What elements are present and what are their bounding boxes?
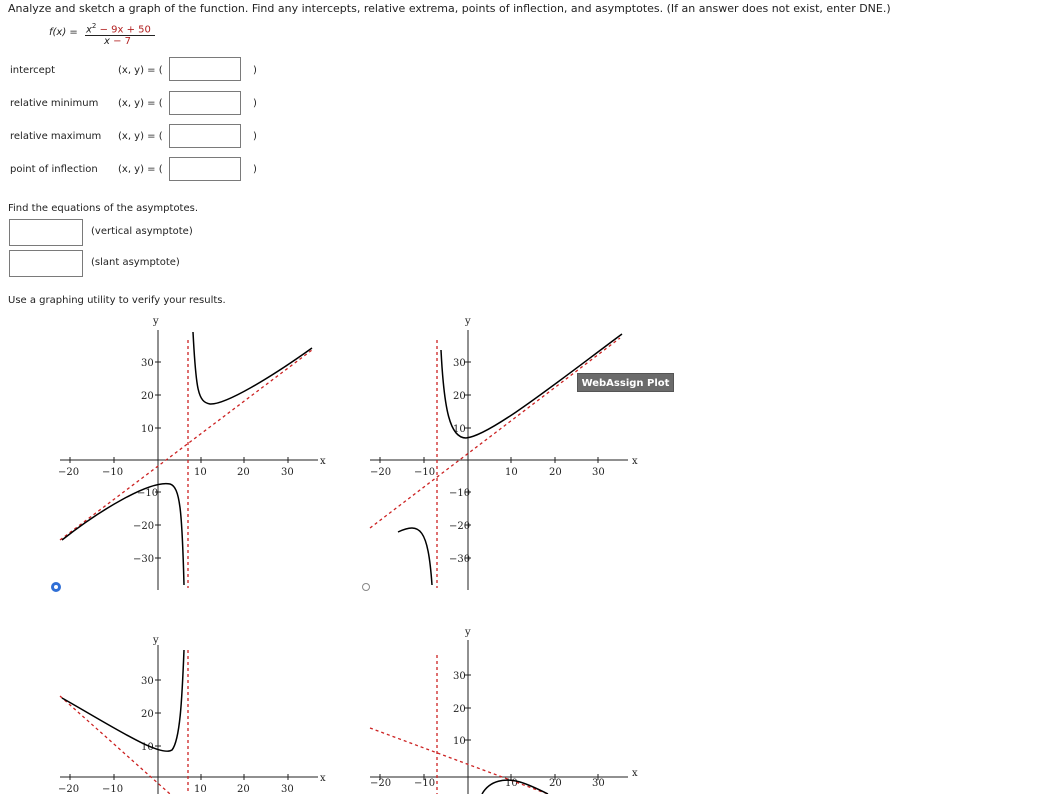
graph-d-xtick: −20 <box>370 778 392 789</box>
intercept-label: intercept <box>10 65 55 76</box>
graph-b-ytick: 30 <box>453 358 466 369</box>
graph-b-ytick: 20 <box>453 391 466 402</box>
graph-c-xtick: −10 <box>102 784 124 794</box>
function-denominator <box>104 36 131 47</box>
graph-c-xtick: −20 <box>58 784 80 794</box>
graph-a-xtick: 20 <box>237 467 250 478</box>
intercept-input[interactable] <box>169 57 241 81</box>
graph-c-xtick: 10 <box>194 784 207 794</box>
graph-b[interactable] <box>370 316 638 590</box>
graph-a-radio[interactable] <box>53 584 60 591</box>
relative-maximum-close-paren: ) <box>253 131 257 142</box>
slant-asymptote-label: (slant asymptote) <box>91 257 180 268</box>
graph-c-y-label: y <box>153 635 159 646</box>
graph-c-ytick: 20 <box>141 709 154 720</box>
graph-a-xtick: −10 <box>102 467 124 478</box>
slant-asymptote-input[interactable] <box>9 250 83 277</box>
numerator-lead: x <box>86 24 92 36</box>
relative-maximum-input[interactable] <box>169 124 241 148</box>
graph-c-ytick: 10 <box>141 742 154 753</box>
graph-d[interactable] <box>370 627 638 794</box>
graph-b-xtick: 30 <box>592 467 605 478</box>
graph-b-radio[interactable] <box>363 584 370 591</box>
numerator-rest: − 9x + 50 <box>96 24 151 36</box>
point-of-inflection-label: point of inflection <box>10 164 98 175</box>
graph-d-xtick: 20 <box>549 778 562 789</box>
relative-maximum-xy-label: (x, y) = ( <box>118 131 163 142</box>
graph-a-xtick: −20 <box>58 467 80 478</box>
graph-b-xtick: −10 <box>414 467 436 478</box>
graph-b-y-label: y <box>465 316 471 327</box>
graph-a-right-branch <box>193 332 312 404</box>
graph-d-ticks <box>380 675 598 780</box>
denominator-var: x <box>104 36 110 47</box>
graph-a-ytick: −10 <box>137 488 159 499</box>
relative-minimum-xy-label: (x, y) = ( <box>118 98 163 109</box>
graph-a-ytick: 20 <box>141 391 154 402</box>
denominator-rest: − 7 <box>109 36 132 47</box>
graph-choices-area <box>0 310 1056 794</box>
graph-b-slant-asymptote <box>370 338 620 528</box>
verify-instruction: Use a graphing utility to verify your results. <box>8 295 226 306</box>
graph-d-x-label: x <box>632 768 638 779</box>
graph-a-xtick: 30 <box>281 467 294 478</box>
graph-a-xtick: 10 <box>194 467 207 478</box>
graph-c-x-label: x <box>320 773 326 784</box>
graph-b-ytick: −30 <box>449 554 471 565</box>
graph-c-left-branch <box>62 650 184 751</box>
vertical-asymptote-label: (vertical asymptote) <box>91 226 193 237</box>
point-of-inflection-xy-label: (x, y) = ( <box>118 164 163 175</box>
relative-minimum-label: relative minimum <box>10 98 99 109</box>
graph-d-xtick: −10 <box>414 778 436 789</box>
relative-maximum-label: relative maximum <box>10 131 102 142</box>
graph-c[interactable] <box>58 635 326 794</box>
question-prompt: Analyze and sketch a graph of the function. Find any intercepts, relative extrema, points of inflection, and asymptotes. (If an answer does not exist, enter DNE.) <box>8 2 891 15</box>
graph-a-y-label: y <box>153 316 159 327</box>
graph-b-left-branch <box>398 528 432 585</box>
graph-a-ytick: −20 <box>133 521 155 532</box>
intercept-close-paren: ) <box>253 65 257 76</box>
graph-a-slant-asymptote <box>60 350 312 540</box>
graph-a-ytick: −30 <box>133 554 155 565</box>
graph-c-ytick: 30 <box>141 676 154 687</box>
function-numerator <box>86 22 151 35</box>
relative-minimum-input[interactable] <box>169 91 241 115</box>
intercept-xy-label: (x, y) = ( <box>118 65 163 76</box>
graph-c-xtick: 20 <box>237 784 250 794</box>
graph-d-ytick: 20 <box>453 704 466 715</box>
graph-a-x-label: x <box>320 456 326 467</box>
graph-a[interactable] <box>58 316 326 590</box>
graph-b-xtick: 20 <box>549 467 562 478</box>
graph-b-xtick: 10 <box>505 467 518 478</box>
numerator-exponent: 2 <box>91 22 97 30</box>
graph-a-ytick: 30 <box>141 358 154 369</box>
graph-a-left-branch <box>62 484 184 585</box>
graph-d-y-label: y <box>465 627 471 638</box>
graph-b-xtick: −20 <box>370 467 392 478</box>
graph-b-ytick: 10 <box>453 424 466 435</box>
graph-b-x-label: x <box>632 456 638 467</box>
graph-c-xtick: 30 <box>281 784 294 794</box>
graph-b-ytick: −10 <box>449 488 471 499</box>
vertical-asymptote-input[interactable] <box>9 219 83 246</box>
asymptotes-heading: Find the equations of the asymptotes. <box>8 203 199 214</box>
graph-d-ytick: 30 <box>453 671 466 682</box>
graph-a-ytick: 10 <box>141 424 154 435</box>
webassign-plot-button[interactable]: WebAssign Plot <box>577 373 674 392</box>
graph-b-ytick: −20 <box>449 521 471 532</box>
graph-d-xtick: 10 <box>505 778 518 789</box>
graph-d-xtick: 30 <box>592 778 605 789</box>
graph-d-ytick: 10 <box>453 736 466 747</box>
function-name: f(x) = <box>49 27 78 38</box>
point-of-inflection-input[interactable] <box>169 157 241 181</box>
relative-minimum-close-paren: ) <box>253 98 257 109</box>
point-of-inflection-close-paren: ) <box>253 164 257 175</box>
